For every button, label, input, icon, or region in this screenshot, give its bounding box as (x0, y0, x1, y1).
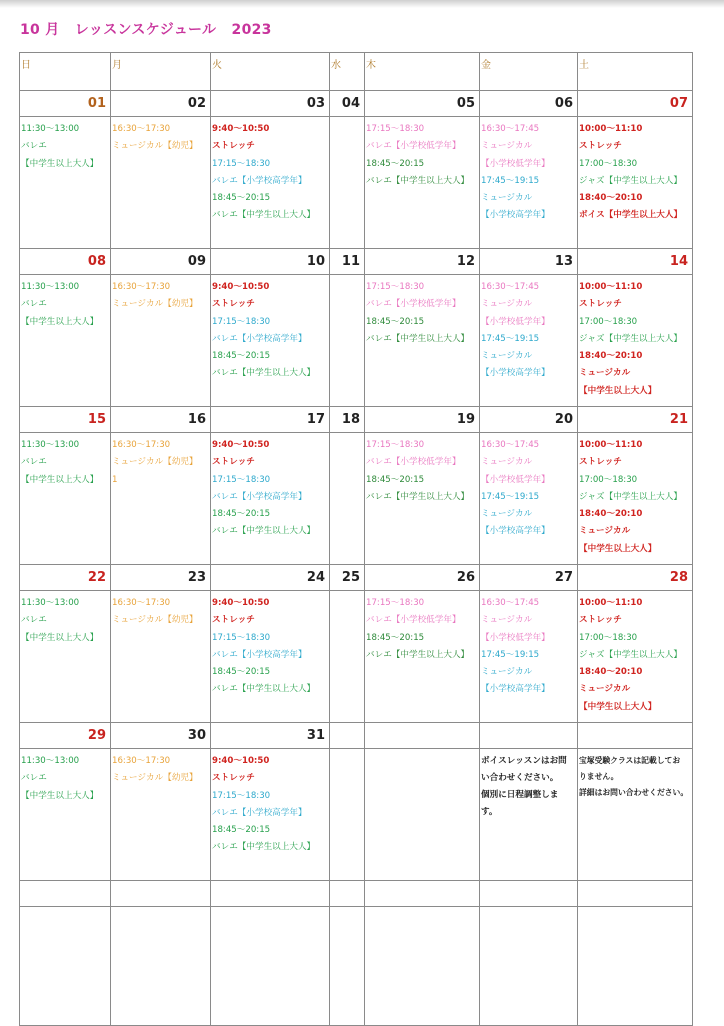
title-month: 10 月 (20, 22, 60, 38)
event-line: 18:45〜20:15 (366, 158, 425, 169)
event-line: 18:40〜20:10 (579, 667, 643, 678)
date-number: 01 (20, 91, 111, 117)
date-number: 24 (211, 565, 330, 591)
date-number: 26 (365, 565, 480, 591)
event-line: 11:30〜13:00 (21, 756, 80, 766)
event-line: 【中学生以上大人】 (21, 316, 99, 327)
date-number: 16 (111, 407, 211, 433)
event-line: ミュージカル (579, 684, 631, 695)
date-number: 31 (211, 723, 330, 749)
event-line: ストレッチ (579, 141, 622, 152)
event-line: バレエ【中学生以上大人】 (366, 333, 470, 344)
event-line: ジャズ【中学生以上大人】 (579, 333, 682, 344)
date-number (330, 723, 365, 749)
event-line: 【小学校高学年】 (481, 526, 550, 537)
event-line: ボイス【中学生以上大人】 (579, 210, 683, 221)
event-line: バレエ【中学生以上大人】 (366, 491, 470, 502)
takarazuka-class-note: りません。 (579, 772, 619, 781)
date-number: 19 (365, 407, 480, 433)
event-line: 17:45〜19:15 (481, 175, 540, 186)
day-cell-tue (211, 117, 330, 249)
event-line: バレエ【小学校低学年】 (366, 141, 461, 152)
date-number: 27 (480, 565, 578, 591)
event-line: 10:00〜11:10 (579, 598, 643, 608)
event-line: 9:40〜10:50 (212, 598, 270, 608)
empty-row (20, 907, 693, 1026)
empty-cell (111, 881, 211, 907)
day-cell-sun (20, 591, 111, 723)
day-cell-wed (330, 275, 365, 407)
event-line: 9:40〜10:50 (212, 756, 270, 766)
day-cell-tue (211, 275, 330, 407)
event-line: バレエ【中学生以上大人】 (212, 210, 316, 221)
event-line: ストレッチ (212, 141, 255, 152)
event-line: ミュージカル (481, 141, 533, 152)
empty-cell (578, 907, 693, 1026)
empty-row (20, 881, 693, 907)
voice-lesson-note: ボイスレッスンはお問 (481, 756, 567, 766)
weekday-thu: 木 (365, 53, 480, 91)
event-line: 11:30〜13:00 (21, 282, 80, 292)
top-shade (0, 0, 724, 8)
empty-cell (365, 881, 480, 907)
event-line: 9:40〜10:50 (212, 124, 270, 134)
events-row (20, 117, 693, 249)
voice-lesson-note: す。 (481, 807, 498, 817)
empty-cell (20, 881, 111, 907)
event-line: ストレッチ (212, 457, 255, 468)
event-line: 17:15〜18:30 (212, 316, 271, 327)
event-line: ストレッチ (212, 615, 255, 626)
event-line: 【小学校高学年】 (481, 368, 550, 379)
event-line: ミュージカル【幼児】 (112, 457, 198, 468)
day-cell-sun (20, 117, 111, 249)
event-line: バレエ【中学生以上大人】 (212, 368, 316, 379)
event-line: ジャズ【中学生以上大人】 (579, 649, 682, 660)
date-row (20, 565, 693, 591)
event-line: 16:30〜17:45 (481, 598, 540, 608)
event-line: バレエ (21, 773, 47, 784)
event-line: 【小学校低学年】 (481, 632, 550, 643)
date-number: 06 (480, 91, 578, 117)
event-line: 16:30〜17:45 (481, 282, 540, 292)
empty-cell (480, 881, 578, 907)
event-line: ミュージカル【幼児】 (112, 773, 198, 784)
event-line: ジャズ【中学生以上大人】 (579, 175, 682, 186)
event-line: 17:15〜18:30 (212, 632, 271, 643)
event-line: バレエ【中学生以上大人】 (212, 842, 316, 853)
event-line: 9:40〜10:50 (212, 282, 270, 292)
date-row (20, 723, 693, 749)
event-line: ミュージカル (481, 457, 533, 468)
empty-cell (330, 881, 365, 907)
day-cell-fri (480, 117, 578, 249)
event-line: 10:00〜11:10 (579, 124, 643, 134)
title-year: 2023 (231, 22, 272, 38)
event-line: 18:40〜20:10 (579, 509, 643, 520)
weekday-header-row (20, 53, 693, 91)
event-line: 17:15〜18:30 (366, 440, 425, 450)
day-cell-sun (20, 749, 111, 881)
empty-cell (211, 907, 330, 1026)
day-cell-fri (480, 749, 578, 881)
event-line: バレエ【小学校低学年】 (366, 615, 461, 626)
weekday-fri: 金 (480, 53, 578, 91)
day-cell-sat (578, 275, 693, 407)
day-cell-mon (111, 591, 211, 723)
event-line: 18:45〜20:15 (212, 509, 271, 520)
event-line: 16:30〜17:45 (481, 440, 540, 450)
weekday-wed: 水 (330, 53, 365, 91)
title-label: レッスンスケジュール (74, 22, 217, 38)
weekday-sat: 土 (578, 53, 693, 91)
event-line: 17:15〜18:30 (212, 790, 271, 801)
date-number: 08 (20, 249, 111, 275)
day-cell-sun (20, 433, 111, 565)
event-line: 18:45〜20:15 (366, 474, 425, 485)
event-line: バレエ【小学校高学年】 (212, 175, 307, 186)
day-cell-tue (211, 433, 330, 565)
day-cell-fri (480, 275, 578, 407)
event-line: 1 (112, 474, 118, 485)
event-line: バレエ (21, 141, 47, 152)
day-cell-mon (111, 275, 211, 407)
events-row (20, 275, 693, 407)
day-cell-fri (480, 433, 578, 565)
takarazuka-class-note: 詳細はお問い合わせください。 (579, 788, 689, 797)
event-line: 【小学校低学年】 (481, 316, 550, 327)
day-cell-thu (365, 591, 480, 723)
weekday-sun: 日 (20, 53, 111, 91)
event-line: 18:45〜20:15 (212, 351, 271, 362)
day-cell-fri (480, 591, 578, 723)
day-cell-sat (578, 749, 693, 881)
day-cell-wed (330, 433, 365, 565)
event-line: 【中学生以上大人】 (21, 474, 99, 485)
empty-cell (111, 907, 211, 1026)
event-line: 【中学生以上大人】 (21, 790, 99, 801)
day-cell-wed (330, 749, 365, 881)
date-row (20, 407, 693, 433)
day-cell-thu (365, 749, 480, 881)
event-line: 18:45〜20:15 (366, 316, 425, 327)
day-cell-sat (578, 591, 693, 723)
date-number (578, 723, 693, 749)
events-row (20, 433, 693, 565)
event-line: 17:00〜18:30 (579, 158, 638, 169)
date-number: 04 (330, 91, 365, 117)
event-line: 17:45〜19:15 (481, 333, 540, 344)
event-line: 18:40〜20:10 (579, 193, 643, 204)
event-line: 17:15〜18:30 (366, 282, 425, 292)
day-cell-sat (578, 117, 693, 249)
event-line: 16:30〜17:30 (112, 440, 171, 450)
event-line: バレエ【中学生以上大人】 (212, 526, 316, 537)
date-number: 09 (111, 249, 211, 275)
calendar-table (19, 52, 693, 1026)
date-number: 29 (20, 723, 111, 749)
event-line: ストレッチ (212, 299, 255, 310)
event-line: 16:30〜17:30 (112, 756, 171, 766)
date-number: 12 (365, 249, 480, 275)
event-line: バレエ【小学校低学年】 (366, 299, 461, 310)
day-cell-thu (365, 275, 480, 407)
event-line: 11:30〜13:00 (21, 598, 80, 608)
event-line: 11:30〜13:00 (21, 440, 80, 450)
event-line: バレエ【小学校低学年】 (366, 457, 461, 468)
date-number: 18 (330, 407, 365, 433)
event-line: 18:45〜20:15 (212, 667, 271, 678)
event-line: ミュージカル (481, 351, 533, 362)
event-line: 16:30〜17:30 (112, 598, 171, 608)
event-line: ジャズ【中学生以上大人】 (579, 491, 682, 502)
date-number: 07 (578, 91, 693, 117)
event-line: 9:40〜10:50 (212, 440, 270, 450)
date-number: 20 (480, 407, 578, 433)
event-line: 17:15〜18:30 (212, 474, 271, 485)
voice-lesson-note: 個別に日程調整しま (481, 790, 559, 800)
event-line: ミュージカル (481, 615, 533, 626)
event-line: ミュージカル (481, 667, 533, 678)
date-number: 23 (111, 565, 211, 591)
date-number (365, 723, 480, 749)
events-row (20, 591, 693, 723)
event-line: 18:45〜20:15 (212, 825, 271, 836)
event-line: 10:00〜11:10 (579, 440, 643, 450)
date-row (20, 91, 693, 117)
event-line: ストレッチ (579, 299, 622, 310)
voice-lesson-note: い合わせください。 (481, 773, 559, 783)
day-cell-tue (211, 749, 330, 881)
event-line: 18:40〜20:10 (579, 351, 643, 362)
event-line: 17:15〜18:30 (366, 598, 425, 608)
event-line: ミュージカル【幼児】 (112, 615, 198, 626)
event-line: 17:00〜18:30 (579, 632, 638, 643)
event-line: 【小学校低学年】 (481, 474, 550, 485)
event-line: 【中学生以上大人】 (579, 701, 657, 712)
event-line: 18:45〜20:15 (212, 193, 271, 204)
empty-cell (20, 907, 111, 1026)
event-line: 16:30〜17:30 (112, 124, 171, 134)
empty-cell (578, 881, 693, 907)
event-line: 17:00〜18:30 (579, 474, 638, 485)
event-line: バレエ【小学校高学年】 (212, 333, 307, 344)
day-cell-mon (111, 749, 211, 881)
day-cell-thu (365, 117, 480, 249)
event-line: バレエ【小学校高学年】 (212, 807, 307, 818)
event-line: 【中学生以上大人】 (21, 632, 99, 643)
event-line: バレエ【小学校高学年】 (212, 649, 307, 660)
date-number: 13 (480, 249, 578, 275)
empty-cell (365, 907, 480, 1026)
event-line: バレエ【中学生以上大人】 (366, 649, 470, 660)
date-number (480, 723, 578, 749)
event-line: 16:30〜17:30 (112, 282, 171, 292)
event-line: バレエ【小学校高学年】 (212, 491, 307, 502)
event-line: ストレッチ (212, 773, 255, 784)
event-line: 10:00〜11:10 (579, 282, 643, 292)
event-line: バレエ【中学生以上大人】 (212, 684, 316, 695)
day-cell-mon (111, 117, 211, 249)
event-line: 17:15〜18:30 (366, 124, 425, 134)
events-row (20, 749, 693, 881)
date-row (20, 249, 693, 275)
date-number: 17 (211, 407, 330, 433)
date-number: 25 (330, 565, 365, 591)
event-line: 17:15〜18:30 (212, 158, 271, 169)
event-line: ミュージカル (579, 526, 631, 537)
date-number: 15 (20, 407, 111, 433)
event-line: 【小学校高学年】 (481, 210, 550, 221)
date-number: 21 (578, 407, 693, 433)
page-title (20, 19, 282, 39)
empty-cell (480, 907, 578, 1026)
weekday-mon: 月 (111, 53, 211, 91)
event-line: ミュージカル (481, 193, 533, 204)
event-line: 17:45〜19:15 (481, 491, 540, 502)
event-line: 16:30〜17:45 (481, 124, 540, 134)
event-line: バレエ (21, 457, 47, 468)
event-line: バレエ (21, 299, 47, 310)
event-line: ミュージカル (481, 509, 533, 520)
event-line: ストレッチ (579, 615, 622, 626)
date-number: 30 (111, 723, 211, 749)
event-line: ミュージカル (579, 368, 631, 379)
date-number: 03 (211, 91, 330, 117)
event-line: ストレッチ (579, 457, 622, 468)
date-number: 22 (20, 565, 111, 591)
event-line: 11:30〜13:00 (21, 124, 80, 134)
event-line: 【中学生以上大人】 (21, 158, 99, 169)
day-cell-mon (111, 433, 211, 565)
event-line: 17:00〜18:30 (579, 316, 638, 327)
empty-cell (211, 881, 330, 907)
date-number: 10 (211, 249, 330, 275)
event-line: ミュージカル【幼児】 (112, 141, 198, 152)
takarazuka-class-note: 宝塚受験クラスは記載してお (579, 756, 681, 765)
date-number: 02 (111, 91, 211, 117)
event-line: 【中学生以上大人】 (579, 543, 657, 554)
event-line: ミュージカル【幼児】 (112, 299, 198, 310)
event-line: 18:45〜20:15 (366, 632, 425, 643)
event-line: バレエ【中学生以上大人】 (366, 175, 470, 186)
date-number: 28 (578, 565, 693, 591)
event-line: バレエ (21, 615, 47, 626)
event-line: 【小学校高学年】 (481, 684, 550, 695)
empty-cell (330, 907, 365, 1026)
day-cell-wed (330, 117, 365, 249)
date-number: 05 (365, 91, 480, 117)
event-line: 【小学校低学年】 (481, 158, 550, 169)
event-line: ミュージカル (481, 299, 533, 310)
weekday-tue: 火 (211, 53, 330, 91)
date-number: 11 (330, 249, 365, 275)
date-number: 14 (578, 249, 693, 275)
day-cell-tue (211, 591, 330, 723)
day-cell-sat (578, 433, 693, 565)
day-cell-thu (365, 433, 480, 565)
day-cell-wed (330, 591, 365, 723)
day-cell-sun (20, 275, 111, 407)
event-line: 【中学生以上大人】 (579, 385, 657, 396)
event-line: 17:45〜19:15 (481, 649, 540, 660)
